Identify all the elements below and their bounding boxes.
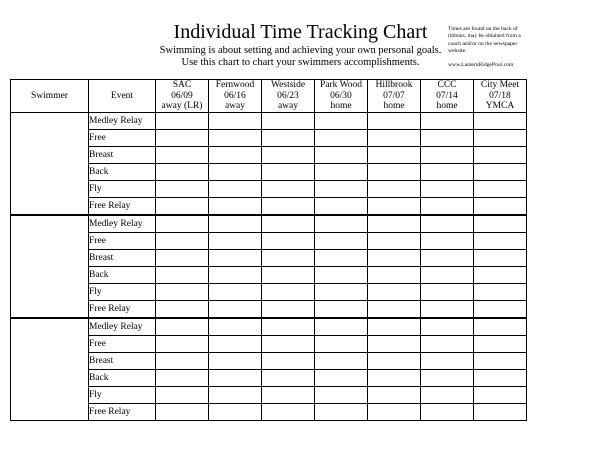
time-entry-cell[interactable] bbox=[156, 370, 209, 387]
event-label: Breast bbox=[89, 250, 156, 267]
time-entry-cell[interactable] bbox=[262, 198, 315, 216]
time-entry-cell[interactable] bbox=[156, 147, 209, 164]
time-entry-cell[interactable] bbox=[156, 215, 209, 233]
time-entry-cell[interactable] bbox=[474, 198, 527, 216]
table-row bbox=[11, 267, 527, 284]
ribbon-note bbox=[448, 26, 588, 56]
time-entry-cell[interactable] bbox=[315, 404, 368, 421]
time-entry-cell[interactable] bbox=[474, 387, 527, 404]
time-entry-cell[interactable] bbox=[209, 147, 262, 164]
meet-header bbox=[156, 80, 209, 113]
event-label: Medley Relay bbox=[89, 113, 156, 130]
event-header: Event bbox=[89, 80, 156, 113]
time-entry-cell[interactable] bbox=[474, 370, 527, 387]
meet-header bbox=[474, 80, 527, 113]
time-entry-cell[interactable] bbox=[474, 181, 527, 198]
time-entry-cell[interactable] bbox=[474, 336, 527, 353]
time-entry-cell[interactable] bbox=[209, 164, 262, 181]
event-label: Fly bbox=[89, 387, 156, 404]
time-entry-cell[interactable] bbox=[209, 387, 262, 404]
table-body bbox=[11, 113, 527, 421]
time-entry-cell[interactable] bbox=[315, 130, 368, 147]
time-entry-cell[interactable] bbox=[368, 404, 421, 421]
time-entry-cell[interactable] bbox=[262, 130, 315, 147]
time-entry-cell[interactable] bbox=[474, 318, 527, 336]
time-entry-cell[interactable] bbox=[368, 181, 421, 198]
time-entry-cell[interactable] bbox=[368, 147, 421, 164]
event-label: Free Relay bbox=[89, 404, 156, 421]
event-label: Breast bbox=[89, 147, 156, 164]
time-entry-cell[interactable] bbox=[262, 284, 315, 301]
meet-name: Westside bbox=[270, 80, 306, 91]
time-entry-cell[interactable] bbox=[315, 181, 368, 198]
time-entry-cell[interactable] bbox=[421, 404, 474, 421]
table-row bbox=[11, 130, 527, 147]
time-entry-cell[interactable] bbox=[262, 301, 315, 319]
time-entry-cell[interactable] bbox=[262, 318, 315, 336]
time-entry-cell[interactable] bbox=[209, 370, 262, 387]
time-entry-cell[interactable] bbox=[421, 130, 474, 147]
time-entry-cell[interactable] bbox=[368, 318, 421, 336]
time-entry-cell[interactable] bbox=[262, 370, 315, 387]
time-entry-cell[interactable] bbox=[474, 233, 527, 250]
meet-header bbox=[315, 80, 368, 113]
time-entry-cell[interactable] bbox=[421, 233, 474, 250]
time-entry-cell[interactable] bbox=[315, 164, 368, 181]
time-entry-cell[interactable] bbox=[315, 336, 368, 353]
time-entry-cell[interactable] bbox=[421, 164, 474, 181]
meet-date: 06/16 bbox=[224, 90, 246, 101]
table-row bbox=[11, 301, 527, 319]
time-entry-cell[interactable] bbox=[474, 284, 527, 301]
table-row bbox=[11, 370, 527, 387]
time-entry-cell[interactable] bbox=[209, 404, 262, 421]
note-line-4: website. bbox=[448, 48, 467, 55]
time-entry-cell[interactable] bbox=[421, 336, 474, 353]
time-entry-cell[interactable] bbox=[421, 318, 474, 336]
time-entry-cell[interactable] bbox=[421, 181, 474, 198]
time-entry-cell[interactable] bbox=[368, 233, 421, 250]
time-entry-cell[interactable] bbox=[368, 164, 421, 181]
time-entry-cell[interactable] bbox=[156, 284, 209, 301]
time-entry-cell[interactable] bbox=[368, 370, 421, 387]
time-entry-cell[interactable] bbox=[209, 233, 262, 250]
meet-date: 06/23 bbox=[277, 90, 299, 101]
event-label: Fly bbox=[89, 181, 156, 198]
time-entry-cell[interactable] bbox=[474, 404, 527, 421]
meet-location: away bbox=[224, 101, 246, 112]
time-entry-cell[interactable] bbox=[315, 284, 368, 301]
time-entry-cell[interactable] bbox=[209, 353, 262, 370]
time-entry-cell[interactable] bbox=[368, 353, 421, 370]
time-entry-cell[interactable] bbox=[421, 198, 474, 216]
time-entry-cell[interactable] bbox=[209, 130, 262, 147]
time-entry-cell[interactable] bbox=[209, 250, 262, 267]
note-line-3: coach and/or on the newspaper bbox=[448, 40, 518, 47]
event-label: Fly bbox=[89, 284, 156, 301]
event-label: Back bbox=[89, 370, 156, 387]
table-row bbox=[11, 113, 527, 130]
table-row bbox=[11, 336, 527, 353]
time-entry-cell[interactable] bbox=[421, 370, 474, 387]
time-entry-cell[interactable] bbox=[156, 301, 209, 319]
swimmer-name-cell[interactable] bbox=[11, 318, 89, 421]
time-entry-cell[interactable] bbox=[421, 301, 474, 319]
meet-location: home bbox=[330, 101, 352, 112]
table-row bbox=[11, 164, 527, 181]
time-entry-cell[interactable] bbox=[262, 181, 315, 198]
meet-name: Fernwood bbox=[215, 80, 255, 91]
table-row bbox=[11, 147, 527, 164]
event-label: Free Relay bbox=[89, 301, 156, 319]
time-entry-cell[interactable] bbox=[421, 267, 474, 284]
table-row bbox=[11, 318, 527, 336]
time-entry-cell[interactable] bbox=[368, 113, 421, 130]
time-entry-cell[interactable] bbox=[209, 336, 262, 353]
meet-date: 07/18 bbox=[489, 90, 511, 101]
time-entry-cell[interactable] bbox=[315, 147, 368, 164]
meet-date: 07/07 bbox=[383, 90, 405, 101]
time-entry-cell[interactable] bbox=[315, 198, 368, 216]
meet-name: Hillbrook bbox=[375, 80, 413, 91]
time-entry-cell[interactable] bbox=[315, 267, 368, 284]
time-entry-cell[interactable] bbox=[474, 130, 527, 147]
time-entry-cell[interactable] bbox=[315, 370, 368, 387]
time-entry-cell[interactable] bbox=[156, 250, 209, 267]
meet-header bbox=[209, 80, 262, 113]
time-entry-cell[interactable] bbox=[156, 318, 209, 336]
time-entry-cell[interactable] bbox=[209, 284, 262, 301]
time-entry-cell[interactable] bbox=[262, 250, 315, 267]
time-entry-cell[interactable] bbox=[421, 113, 474, 130]
event-label: Free bbox=[89, 336, 156, 353]
time-entry-cell[interactable] bbox=[368, 284, 421, 301]
time-entry-cell[interactable] bbox=[368, 387, 421, 404]
time-entry-cell[interactable] bbox=[474, 267, 527, 284]
event-label: Back bbox=[89, 267, 156, 284]
chart-title: Individual Time Tracking Chart bbox=[173, 21, 428, 43]
time-entry-cell[interactable] bbox=[156, 353, 209, 370]
time-entry-cell[interactable] bbox=[209, 181, 262, 198]
time-entry-cell[interactable] bbox=[156, 198, 209, 216]
meet-date: 06/30 bbox=[330, 90, 352, 101]
table-row bbox=[11, 387, 527, 404]
meet-location: away bbox=[277, 101, 299, 112]
time-entry-cell[interactable] bbox=[262, 387, 315, 404]
header-row bbox=[11, 80, 527, 113]
time-entry-cell[interactable] bbox=[421, 353, 474, 370]
meet-location: home bbox=[436, 101, 458, 112]
time-entry-cell[interactable] bbox=[209, 318, 262, 336]
event-label: Back bbox=[89, 164, 156, 181]
meet-date: 07/14 bbox=[436, 90, 458, 101]
table-row bbox=[11, 233, 527, 250]
note-line-2: ribbons, may be obtained from a bbox=[448, 33, 521, 40]
time-entry-cell[interactable] bbox=[262, 267, 315, 284]
time-entry-cell[interactable] bbox=[368, 215, 421, 233]
table-row bbox=[11, 353, 527, 370]
time-entry-cell[interactable] bbox=[315, 113, 368, 130]
time-entry-cell[interactable] bbox=[156, 164, 209, 181]
website-url: www.LanternRidgePool.com bbox=[448, 62, 514, 68]
time-entry-cell[interactable] bbox=[315, 233, 368, 250]
table-row bbox=[11, 250, 527, 267]
time-entry-cell[interactable] bbox=[262, 233, 315, 250]
time-entry-cell[interactable] bbox=[368, 267, 421, 284]
time-entry-cell[interactable] bbox=[262, 164, 315, 181]
time-entry-cell[interactable] bbox=[474, 147, 527, 164]
time-entry-cell[interactable] bbox=[315, 318, 368, 336]
time-tracking-table bbox=[10, 79, 527, 421]
time-entry-cell[interactable] bbox=[474, 215, 527, 233]
time-entry-cell[interactable] bbox=[262, 215, 315, 233]
time-entry-cell[interactable] bbox=[209, 267, 262, 284]
time-entry-cell[interactable] bbox=[262, 404, 315, 421]
event-label: Medley Relay bbox=[89, 215, 156, 233]
time-entry-cell[interactable] bbox=[209, 301, 262, 319]
time-entry-cell[interactable] bbox=[209, 113, 262, 130]
time-entry-cell[interactable] bbox=[368, 336, 421, 353]
time-entry-cell[interactable] bbox=[262, 336, 315, 353]
meet-name: City Meet bbox=[480, 80, 520, 91]
table-row bbox=[11, 404, 527, 421]
meet-header bbox=[421, 80, 474, 113]
time-entry-cell[interactable] bbox=[262, 147, 315, 164]
time-entry-cell[interactable] bbox=[262, 353, 315, 370]
time-entry-cell[interactable] bbox=[315, 301, 368, 319]
time-entry-cell[interactable] bbox=[474, 164, 527, 181]
time-entry-cell[interactable] bbox=[156, 404, 209, 421]
time-entry-cell[interactable] bbox=[315, 353, 368, 370]
time-entry-cell[interactable] bbox=[368, 301, 421, 319]
table-row bbox=[11, 215, 527, 233]
time-entry-cell[interactable] bbox=[156, 181, 209, 198]
time-entry-cell[interactable] bbox=[315, 215, 368, 233]
time-entry-cell[interactable] bbox=[209, 198, 262, 216]
time-entry-cell[interactable] bbox=[474, 301, 527, 319]
time-entry-cell[interactable] bbox=[421, 215, 474, 233]
event-label: Free Relay bbox=[89, 198, 156, 216]
meet-header bbox=[368, 80, 421, 113]
table-row bbox=[11, 284, 527, 301]
time-entry-cell[interactable] bbox=[156, 113, 209, 130]
event-label: Free bbox=[89, 233, 156, 250]
meet-name: CCC bbox=[437, 80, 457, 91]
table-row bbox=[11, 198, 527, 216]
time-entry-cell[interactable] bbox=[156, 130, 209, 147]
swimmer-name-cell[interactable] bbox=[11, 215, 89, 318]
meet-name: SAC bbox=[172, 80, 192, 91]
time-entry-cell[interactable] bbox=[156, 387, 209, 404]
time-entry-cell[interactable] bbox=[156, 336, 209, 353]
event-label: Breast bbox=[89, 353, 156, 370]
time-entry-cell[interactable] bbox=[421, 284, 474, 301]
meet-location: YMCA bbox=[485, 101, 515, 112]
time-entry-cell[interactable] bbox=[315, 387, 368, 404]
meet-header bbox=[262, 80, 315, 113]
time-entry-cell[interactable] bbox=[368, 130, 421, 147]
time-entry-cell[interactable] bbox=[474, 250, 527, 267]
subtitle-line-1: Swimming is about setting and achieving your own personal goals. bbox=[159, 45, 442, 56]
event-label: Medley Relay bbox=[89, 318, 156, 336]
time-entry-cell[interactable] bbox=[209, 215, 262, 233]
time-entry-cell[interactable] bbox=[421, 387, 474, 404]
subtitle-line-2: Use this chart to chart your swimmers accomplishments. bbox=[181, 57, 420, 68]
swimmer-name-cell[interactable] bbox=[11, 113, 89, 216]
time-entry-cell[interactable] bbox=[156, 233, 209, 250]
meet-location: home bbox=[383, 101, 405, 112]
swimmer-header: Swimmer bbox=[11, 80, 89, 113]
meet-name: Park Wood bbox=[319, 80, 363, 91]
time-entry-cell[interactable] bbox=[315, 250, 368, 267]
meet-date: 06/09 bbox=[171, 90, 193, 101]
time-entry-cell[interactable] bbox=[262, 113, 315, 130]
time-entry-cell[interactable] bbox=[156, 267, 209, 284]
time-entry-cell[interactable] bbox=[474, 353, 527, 370]
time-entry-cell[interactable] bbox=[421, 147, 474, 164]
time-entry-cell[interactable] bbox=[368, 250, 421, 267]
time-entry-cell[interactable] bbox=[368, 198, 421, 216]
table-row bbox=[11, 181, 527, 198]
time-entry-cell[interactable] bbox=[421, 250, 474, 267]
time-entry-cell[interactable] bbox=[474, 113, 527, 130]
event-label: Free bbox=[89, 130, 156, 147]
note-line-1: Times are found on the back of bbox=[448, 26, 518, 32]
meet-location: away (LR) bbox=[161, 101, 203, 112]
